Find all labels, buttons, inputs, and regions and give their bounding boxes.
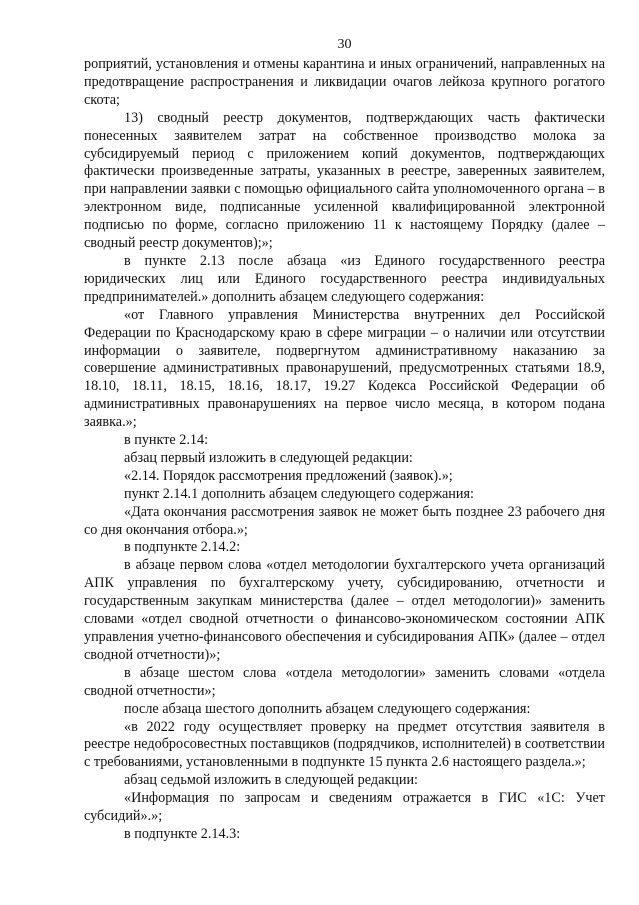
paragraph-14: «в 2022 году осуществляет проверку на предмет отсутствия заявителя в реестре недобросовестных поставщиков (подрядчиков, исполнителей) в соответствии с требованиями, установленными в подпункте 15 пункта 2.6 настоящего раздела.»;: [84, 718, 605, 771]
paragraph-2: 13) сводный реестр документов, подтверждающих часть фактически понесенных заявителем затрат на собственное производство молока за субсидируемый период с приложением копий документов, подтверждающих фактически произведенные затраты, указанных в реестре, заверенных заявителем, при направлении заявки с помощью официального сайта уполномоченного органа – в электронном виде, подписанные усиленной квалифицированной электронной подписью по форме, согласно приложению 11 к настоящему Порядку (далее – сводный реестр документов);»;: [84, 109, 605, 252]
paragraph-5: в пункте 2.14:: [124, 432, 209, 449]
paragraph-9: «Дата окончания рассмотрения заявок не может быть позднее 23 рабочего дня со дня окончания отбора.»;: [84, 503, 605, 538]
paragraph-10: в подпункте 2.14.2:: [124, 539, 241, 556]
paragraph-7: «2.14. Порядок рассмотрения предложений (заявок).»;: [124, 467, 453, 484]
paragraph-6: абзац первый изложить в следующей редакции:: [124, 449, 413, 466]
paragraph-8: пункт 2.14.1 дополнить абзацем следующего содержания:: [124, 485, 474, 502]
paragraph-4: «от Главного управления Министерства внутренних дел Российской Федерации по Краснодарскому краю в сфере миграции – о наличии или отсутствии информации о заявителе, подвергнутом административному наказанию за совершение административных правонарушений, предусмотренных статьями 18.9, 18.10, 18.11, 18.15, 18.16, 18.17, 19.27 Кодекса Российской Федерации об административных правонарушениях на первое число месяца, в котором подана заявка.»;: [84, 306, 605, 431]
paragraph-12: в абзаце шестом слова «отдела методологии» заменить словами «отдела сводной отчетности»;: [84, 664, 605, 699]
paragraph-16: «Информация по запросам и сведениям отражается в ГИС «1С: Учет субсидий».»;: [84, 790, 605, 825]
paragraph-15: абзац седьмой изложить в следующей редакции:: [124, 772, 419, 789]
paragraph-17: в подпункте 2.14.3:: [124, 825, 241, 842]
page-number: 30: [337, 37, 352, 52]
paragraph-3: в пункте 2.13 после абзаца «из Единого государственного реестра юридических лиц или Единого государственного реестра индивидуальных предпринимателей.» дополнить абзацем следующего содержания:: [84, 252, 605, 305]
paragraph-13: после абзаца шестого дополнить абзацем следующего содержания:: [124, 700, 531, 717]
paragraph-11: в абзаце первом слова «отдел методологии бухгалтерского учета организаций АПК управления по бухгалтерскому учету, субсидированию, отчетности и государственным закупкам министерства (далее – отдел методологии)» заменить словами «отдел сводной отчетности о финансово-экономическом состоянии АПК управления учетно-финансового обеспечения и субсидирования АПК» (далее – отдел сводной отчетности)»;: [84, 557, 605, 663]
paragraph-1: роприятий, установления и отмены карантина и иных ограничений, направленных на предотвращение распространения и ликвидации очагов лейкоза крупного рогатого скота;: [84, 56, 605, 108]
